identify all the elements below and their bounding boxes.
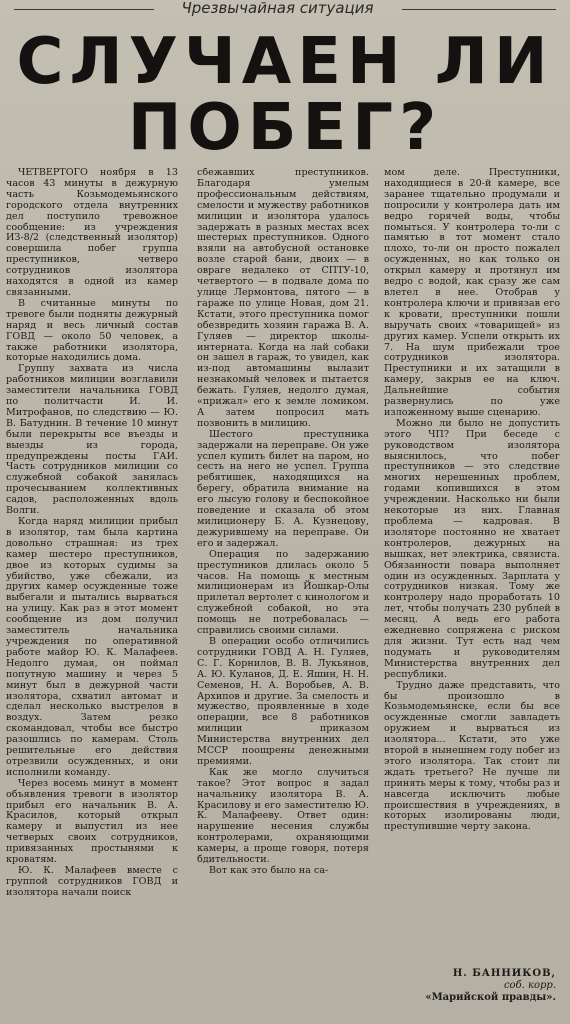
author-signature — [386, 968, 556, 1004]
author-name: Н. БАННИКОВ, — [452, 968, 556, 979]
paragraph: Когда наряд милиции прибыл в изолятор, там была картина довольно страшная: из трех камер шестеро преступников, двое из которых судимы за убийство, уже сбежали, из других камер осужденные тоже выбегали и пытались вырваться на улицу. Как раз в этот момент сообщение из дом получил заместитель начальника учреждения по оперативной работе майор Ю. К. Малафеев. Недолго думая, он поймал попутную машину и через 5 минут был в дежурной части изолятора, схватил автомат и сделал несколько выстрелов в воздух. Затем резко скомандовал, чтобы все быстро разошлись по камерам. Столь решительные его действия отрезвили осужденных, и они исполнили команду. — [6, 516, 178, 778]
paragraph: мом деле. Преступники, находящиеся в 20-й камере, все заранее тщательно продумали и попросили у контролера дать им ведро горячей воды, чтобы помыться. У контролера то-ли с памятью в тот момент стало плохо, то-ли он просто пожалел осужденных, но как только он открыл камеру и протянул им ведро с водой, как сразу же сам влетел в нее. Отобрав у контролера ключи и привязав его к кровати, преступники пошли выручать своих «товарищей» из других камер. Успели открыть их 7. На шум прибежали трое сотрудников изолятора. Преступники и их затащили в камеру, закрыв ее на ключ. Дальнейшие события развернулись по уже изложенному выше сценарию. — [384, 168, 560, 418]
author-position: соб. корр. — [503, 980, 556, 991]
headline-line-1: СЛУЧАЕН ЛИ — [16, 25, 554, 99]
paragraph: Шестого преступника задержали на переправе. Он уже успел купить билет на паром, но сесть на него не успел. Группа ребятишек, находящихся на берегу, обратила внимание на его лысую голову и беспокойное поведение и сказала об этом милиционеру Б. А. Кузнецову, дежурившему на переправе. Он его и задержал. — [197, 428, 369, 549]
rubric-rule-left — [14, 9, 154, 10]
paragraph: Операция по задержанию преступников длилась около 5 часов. На помощь к местным милиционерам из Йошкар-Олы прилетал вертолет с кинологом и служебной собакой, но эта помощь не потребовалась — справились своими силами. — [197, 548, 369, 637]
paragraph: В операции особо отличились сотрудники ГОВД А. Н. Гуляев, С. Г. Корнилов, В. В. Лукьянов, А. Ю. Куланов, Д. Е. Яшин, Н. Н. Семенов, Н. А. Воробьев, А. В. Архипов и другие. За смелость и мужество, проявленные в ходе операции, все 8 работников милиции приказом Министерства внутренних дел МССР поощрены денежными премиями. — [197, 635, 369, 767]
paragraph: ЧЕТВЕРТОГО ноября в 13 часов 43 минуты в дежурную часть Козьмодемьянского городского отдела внутренних дел поступило тревожное сообщение: из учреждения ИЗ-8/2 (следственный изолятор) совершила побег группа преступников, четверо сотрудников изолятора находятся в одной из камер связанными. — [6, 168, 178, 298]
paragraph: Можно ли было не допустить этого ЧП? При беседе с руководством изолятора выяснилось, что побег преступников — это следствие многих нерешенных проблем, годами копившихся в этом учреждении. Насколько ни были некоторые из них. Главная проблема — кадровая. В изоляторе постоянно не хватает контролеров, дежурных на вышках, нет электрика, связиста. Обязанности повара выполняет один из осужденных. Зарплата у сотрудников низкая. Тому же контролеру надо проработать 10 лет, чтобы получать 230 рублей в месяц. А ведь его работа ежедневно сопряжена с риском для жизни. Тут есть над чем подумать и руководителям Министерства внутренних дел республики. — [384, 417, 560, 680]
paragraph: В считанные минуты по тревоге были подняты дежурный наряд и весь личный состав ГОВД — около 50 человек, а также работники изолятора, которые находились дома. — [6, 297, 178, 364]
headline-line-2: ПОБЕГ? — [127, 91, 443, 165]
article-column-2 — [197, 168, 369, 1008]
paragraph: Как же могло случиться такое? Этот вопрос я задал начальнику изолятора В. А. Красилову и его заместителю Ю. К. Малафееву. Ответ один: нарушение несения службы контролерами, охраняющими камеры, а проще говоря, потеря бдительности. — [197, 766, 369, 866]
paragraph: сбежавших преступников. Благодаря умелым профессиональным действиям, смелости и мужеству работников милиции и изолятора удалось задержать в разных местах всех шестерых преступников. Одного взяли на автобусной остановке возле старой бани, двоих — в овраге недалеко от СПТУ-10, четвертого — в подвале дома по улице Лермонтова, пятого — в гараже по улице Новая, дом 21. Кстати, этого преступника помог обезвредить хозяин гаража В. А. Гуляев — директор школы-интерната. Когда на лай собаки он зашел в гараж, то увидел, как из-под автомашины вылазит незнакомый человек и пытается бежать. Гуляев, недолго думая, «прижал» его к земле ломиком. А затем попросил мать позвонить в милицию. — [197, 168, 369, 429]
paragraph: Трудно даже представить, что бы произошло в Козьмодемьянске, если бы все осужденные смогли завладеть оружием и вырваться из изолятора... Кстати, это уже второй в нынешнем году побег из этого изолятора. Так стоит ли ждать третьего? Не лучше ли принять меры к тому, чтобы раз и навсегда исключить любые происшествия в учреждениях, в которых изолированы люди, преступившие черту закона. — [384, 679, 560, 833]
article-column-3 — [384, 168, 560, 960]
paragraph: Группу захвата из числа работников милиции возглавили заместители начальника ГОВД по политчасти И. И. Митрофанов, по следствию — Ю. В. Батуднин. В течение 10 минут были перекрыты все въезды и выезды из города, предупреждены посты ГАИ. Часть сотрудников милиции со служебной собакой занялась прочесыванием коллективных садов, расположенных вдоль Волги. — [6, 363, 178, 517]
rubric: Чрезвычайная ситуация — [181, 0, 374, 17]
article-column-1 — [6, 168, 178, 1008]
paragraph: Ю. К. Малафеев вместе с группой сотрудников ГОВД и изолятора начали поиск — [6, 865, 178, 898]
newspaper-name: «Марийской правды». — [425, 992, 556, 1003]
rubric-rule-right — [402, 9, 556, 10]
paragraph: Вот как это было на са- — [209, 865, 329, 876]
paragraph: Через восемь минут в момент объявления тревоги в изолятор прибыл его начальник В. А. Красилов, который открыл камеру и выпустил из нее четверых своих сотрудников, привязанных простынями к кроватям. — [6, 777, 178, 866]
